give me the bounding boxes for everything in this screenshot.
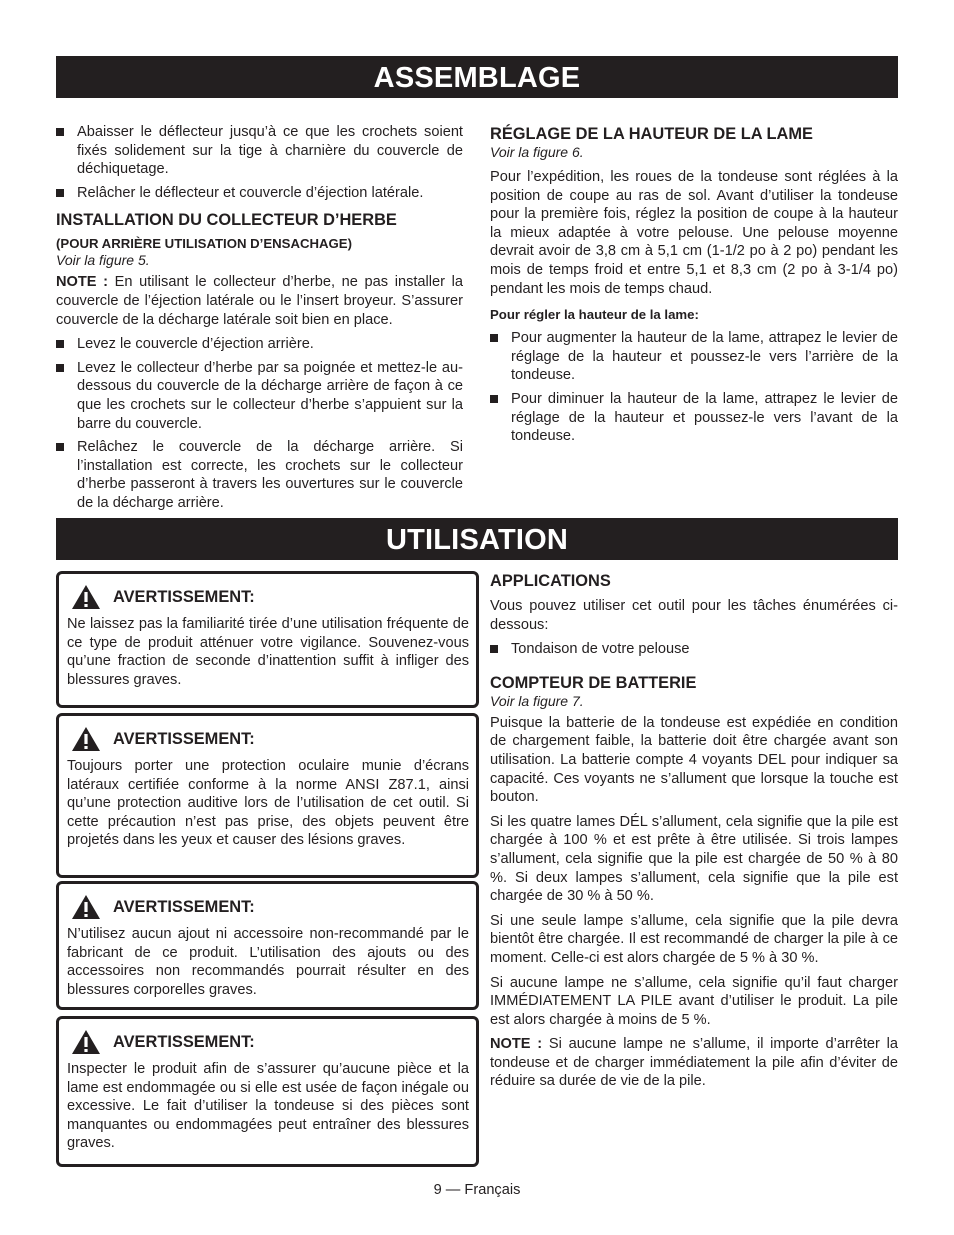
list-item: Levez le collecteur d’herbe par sa poignée et mettez-le au-dessous du couvercle de la décharge arrière de façon à ce que les crochets sur le collecteur d’herbe s’appuient sur la barre du couvercle. <box>56 359 463 433</box>
bullet-square-icon <box>490 390 511 446</box>
battery-paragraph: Puisque la batterie de la tondeuse est expédiée en condition de chargement faible, la batterie doit être chargée avant son utilisation. La batterie compte 4 voyants DEL pour indiquer sa capacité. Ces voyants ne s’allument que lorsque la touche est bouton. <box>490 714 898 806</box>
bullet-square-icon <box>490 329 511 385</box>
warning-label: AVERTISSEMENT: <box>113 587 255 606</box>
bullet-square-icon <box>56 335 77 354</box>
warning-label: AVERTISSEMENT: <box>113 729 255 748</box>
battery-paragraph: Si une seule lampe s’allume, cela signifie que la pile devra bientôt être chargée. Il est recommandé de charger la pile à ce moment. Celle-ci est alors chargée de 5 % à 30 %. <box>490 912 898 966</box>
battery-paragraph: Si les quatre lames DÉL s’allument, cela signifie que la pile est chargée à 100 % et est prête à être utilisée. Si trois lampes s’allument, cela signifie que la pile est chargée de 50 % à 80 %. Si deux lampes s’allument, cela signifie que la pile est chargée de 30 % à 50 %. <box>490 813 898 905</box>
list-item: Abaisser le déflecteur jusqu’à ce que les crochets soient fixés solidement sur la tige à charnière du couvercle de déchiquetage. <box>56 123 463 179</box>
bullet-square-icon <box>56 359 77 433</box>
figure-reference: Voir la figure 5. <box>56 252 150 269</box>
warning-box <box>56 571 479 708</box>
applications-heading: APPLICATIONS <box>490 572 611 590</box>
warning-box <box>56 1016 479 1167</box>
figure-reference: Voir la figure 7. <box>490 692 584 709</box>
warning-label: AVERTISSEMENT: <box>113 1032 255 1051</box>
warning-triangle-icon <box>71 726 101 752</box>
bullet-square-icon <box>56 123 77 179</box>
list-item: Relâchez le couvercle de la décharge arrière. Si l’installation est correcte, les crochets sur le collecteur d’herbe passeront à travers les ouvertures sur le couvercle de la décharge arrière. <box>56 438 463 512</box>
assemblage-left-column <box>56 123 463 518</box>
blade-height-paragraph: Pour l’expédition, les roues de la tondeuse sont réglées à la position de coupe au ras de sol. Avant d’utiliser la tondeuse pour la première fois, réglez la position de coupe à la hauteur la mieux adaptée à votre pelouse. Une pelouse moyenne devrait avoir de 3,8 cm à 5,1 cm (1-1/2 po à 2 po) pendant les mois de temps froid et entre 5,1 et 8,3 cm (2 po à 3-1/4 po) pendant les mois de temps chaud. <box>490 169 898 297</box>
applications-intro: Vous pouvez utiliser cet outil pour les tâches énumérées ci-dessous: <box>490 598 898 633</box>
note-paragraph: NOTE : Si aucune lampe ne s’allume, il importe d’arrêter la tondeuse et de charger immédiatement la pile afin d’éviter de réduire sa durée de vie de la pile. <box>490 1036 898 1090</box>
warning-text: Toujours porter une protection oculaire munie d’écrans latéraux certifiée conforme à la norme ANSI Z87.1, ainsi qu’une protection auditive lors de l’utilisation de cet outil. Si cette précaution n’est pas prise, des objets peuvent être projetés dans les yeux et causer des lésions graves. <box>67 758 469 849</box>
bullet-square-icon <box>56 184 77 203</box>
note-paragraph: NOTE : En utilisant le collecteur d’herbe, ne pas installer la couvercle de l’éjection latérale ou le l’insert broyeur. S’assurer couvercle de la décharge latérale soit bien en place. <box>56 274 463 328</box>
list-item: Relâcher le déflecteur et couvercle d’éjection latérale. <box>56 184 463 203</box>
battery-paragraph: Si aucune lampe ne s’allume, cela signifie qu’il faut charger IMMÉDIATEMENT LA PILE avant d’utiliser le produit. La pile est alors chargée à moins de 5 %. <box>490 974 898 1028</box>
page-footer: 9 — Français <box>433 1182 521 1198</box>
assemblage-right-column <box>490 124 898 451</box>
warning-box <box>56 881 479 1010</box>
list-item: Pour augmenter la hauteur de la lame, attrapez le levier de réglage de la hauteur et poussez-le vers l’arrière de la tondeuse. <box>490 329 898 385</box>
warning-box <box>56 713 479 878</box>
section-title-utilisation: UTILISATION <box>56 518 898 560</box>
bullet-square-icon <box>490 640 511 659</box>
warning-text: Inspecter le produit afin de s’assurer qu’aucune pièce et la lame est endommagée ou si elle est usée de façon inégale ou excessive. Le fait d’utiliser la tondeuse si des pièces sont manquantes ou endommagées peut entraîner des blessures graves. <box>67 1061 469 1152</box>
list-item: Levez le couvercle d’éjection arrière. <box>56 335 463 354</box>
bullet-square-icon <box>56 438 77 512</box>
warning-triangle-icon <box>71 1029 101 1055</box>
blade-height-heading: RÉGLAGE DE LA HAUTEUR DE LA LAME <box>490 125 813 143</box>
battery-heading: COMPTEUR DE BATTERIE <box>490 673 697 692</box>
warning-text: N’utilisez aucun ajout ni accessoire non-recommandé par le fabricant de ce produit. L’utilisation des ajouts ou des accessoires non recommandés pourrait résulter en des blessures corporelles graves. <box>67 926 469 998</box>
warning-text: Ne laissez pas la familiarité tirée d’une utilisation fréquente de ce type de produit atténuer votre vigilance. Souvenez-vous qu’une fraction de seconde d’inattention suffit à infliger des blessures graves. <box>67 616 469 688</box>
warning-triangle-icon <box>71 894 101 920</box>
warning-triangle-icon <box>71 584 101 610</box>
blade-height-subheading: Pour régler la hauteur de la lame: <box>490 307 699 323</box>
warning-label: AVERTISSEMENT: <box>113 897 255 916</box>
list-item: Pour diminuer la hauteur de la lame, attrapez le levier de réglage de la hauteur et poussez-le vers l’avant de la tondeuse. <box>490 390 898 446</box>
figure-reference: Voir la figure 6. <box>490 144 584 160</box>
collector-subheading: (POUR ARRIÈRE UTILISATION D’ENSACHAGE) <box>56 236 352 252</box>
utilisation-right-column <box>490 571 898 1097</box>
section-title-assemblage: ASSEMBLAGE <box>56 56 898 98</box>
list-item: Tondaison de votre pelouse <box>490 640 898 659</box>
collector-heading: INSTALLATION DU COLLECTEUR D’HERBE <box>56 211 397 230</box>
